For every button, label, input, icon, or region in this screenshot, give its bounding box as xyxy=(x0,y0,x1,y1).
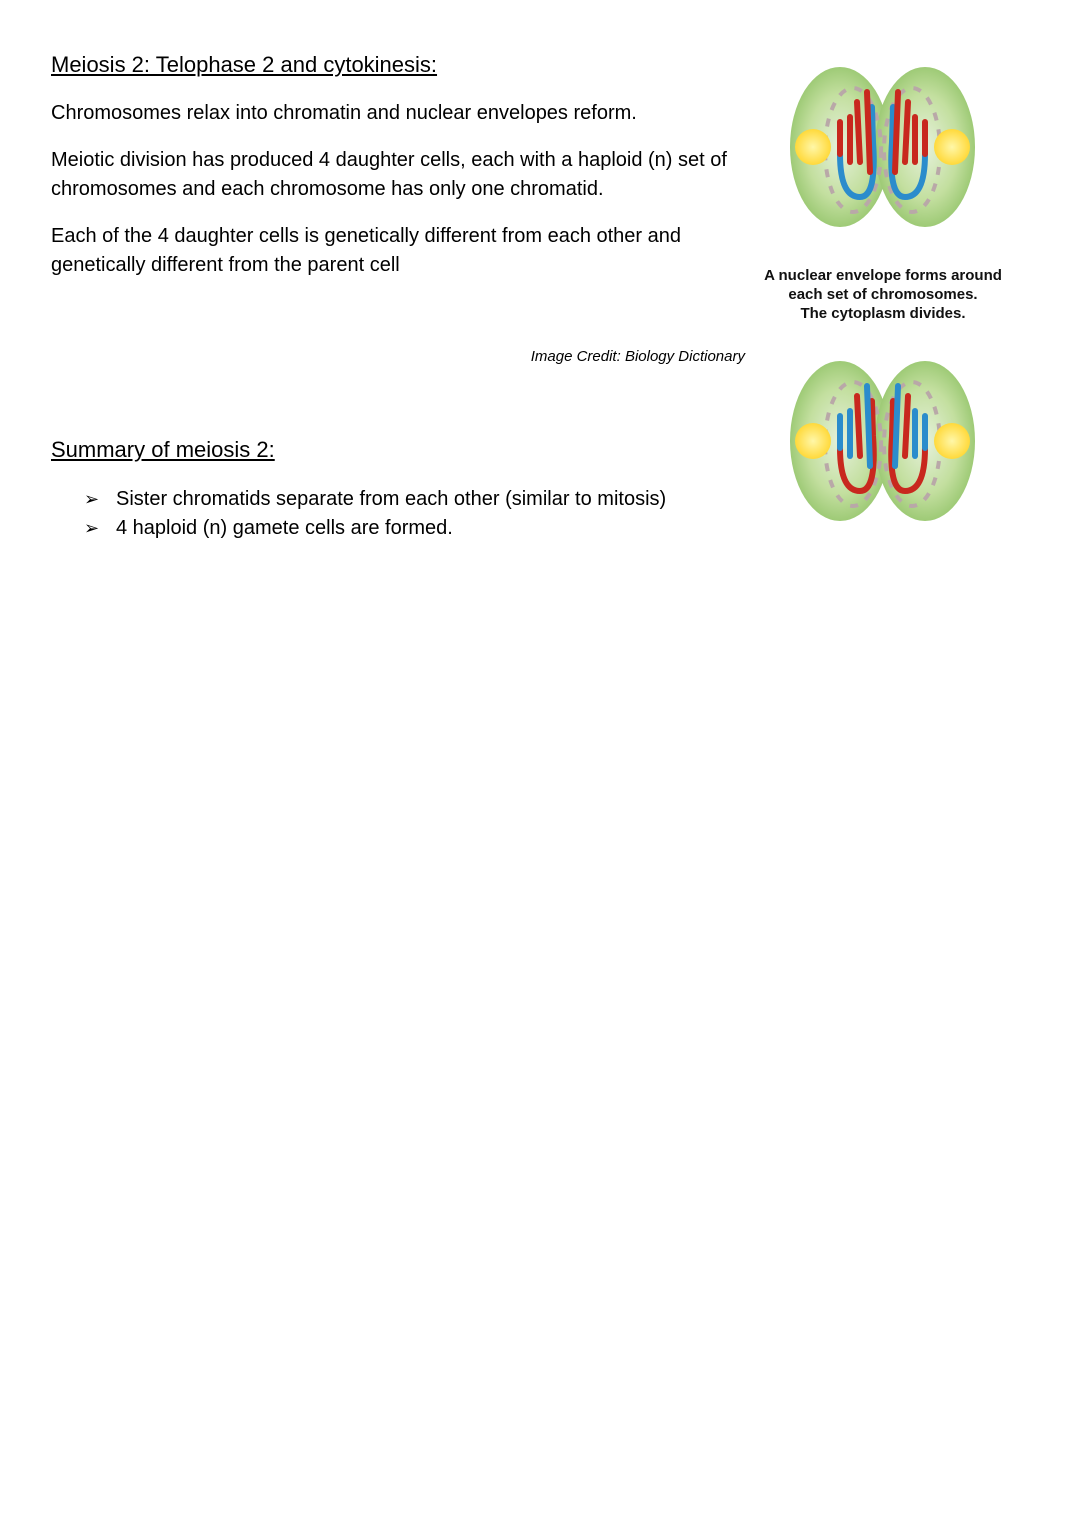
caption-line: The cytoplasm divides. xyxy=(800,305,966,322)
figure-caption xyxy=(752,266,1014,323)
paragraph-genetic-difference: Each of the 4 daughter cells is genetically different from each other and genetically different from the parent cell xyxy=(51,225,682,276)
section-heading-summary: Summary of meiosis 2: xyxy=(51,437,275,462)
bullet-text: 4 haploid (n) gamete cells are formed. xyxy=(116,517,453,539)
summary-bullet-list xyxy=(84,485,666,543)
paragraph-daughter-cells: Meiotic division has produced 4 daughter cells, each with a haploid (n) set of chromosomes and each chromosome has only one chromatid. xyxy=(51,149,727,200)
caption-line: A nuclear envelope forms around xyxy=(764,267,1002,284)
telophase-cell-illustration-1 xyxy=(785,62,980,232)
list-item xyxy=(84,514,666,543)
list-item xyxy=(84,485,666,514)
image-credit: Image Credit: Biology Dictionary xyxy=(530,348,745,365)
paragraph-chromatin: Chromosomes relax into chromatin and nuclear envelopes reform. xyxy=(51,102,637,124)
arrowhead-bullet-icon: ➢ xyxy=(84,489,100,509)
bullet-text: Sister chromatids separate from each other (similar to mitosis) xyxy=(116,488,667,510)
arrowhead-bullet-icon: ➢ xyxy=(84,518,100,538)
telophase-cell-illustration-2 xyxy=(785,356,980,526)
section-heading-telophase-2: Meiosis 2: Telophase 2 and cytokinesis: xyxy=(51,52,438,77)
caption-line: each set of chromosomes. xyxy=(788,286,978,303)
